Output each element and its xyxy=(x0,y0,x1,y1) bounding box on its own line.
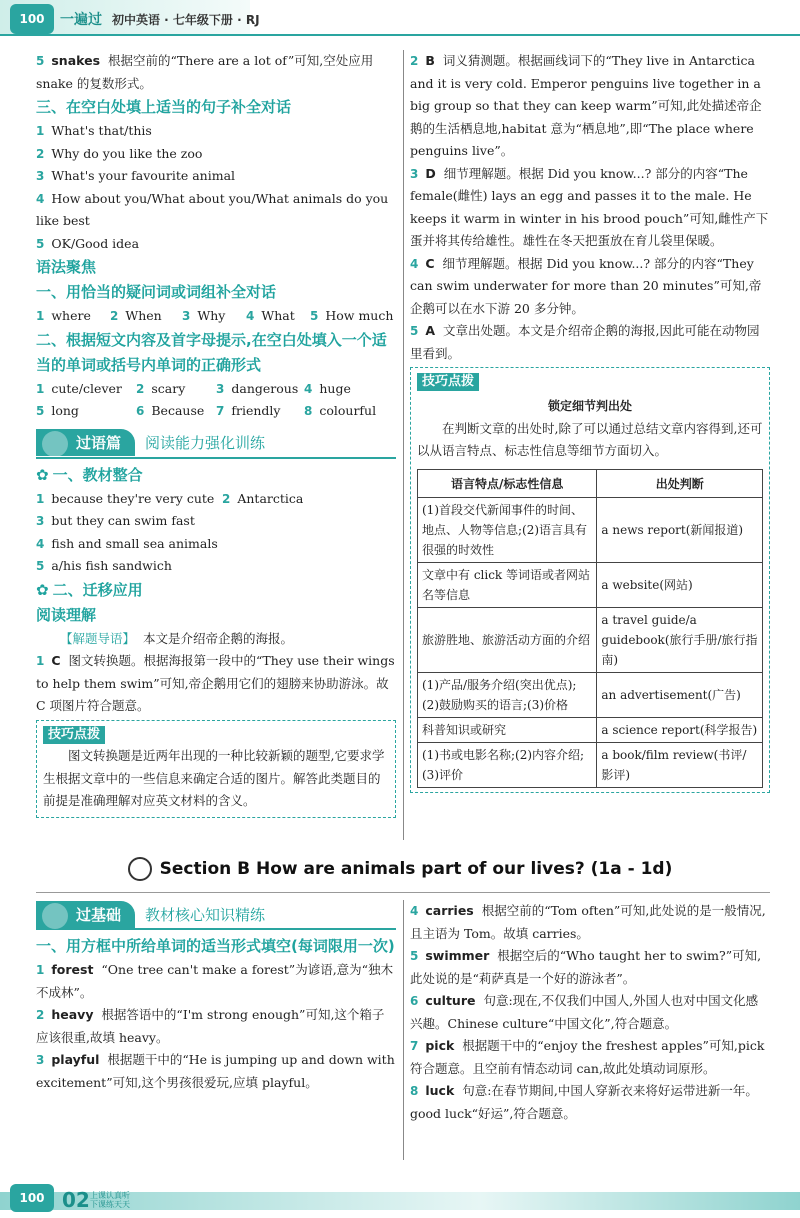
bottom-left-column xyxy=(36,900,396,1094)
left-column xyxy=(36,50,396,818)
bottom-right-column xyxy=(410,900,770,1125)
answer-row: 1 where 2 When 3 Why 4 What 5 How much xyxy=(36,308,394,323)
section-banner xyxy=(36,900,396,930)
table-row xyxy=(418,607,763,672)
banner-subtitle: 教材核心知识精练 xyxy=(145,905,266,924)
answer-item: 6 culture 句意:现在,不仅我们中国人,外国人也对中国文化感兴趣。Chinese culture“中国文化”,符合题意。 xyxy=(410,993,759,1031)
section-banner xyxy=(36,429,396,459)
table-row xyxy=(418,562,763,607)
banner-title: 过语篇 xyxy=(36,429,135,456)
table-cell: 旅游胜地、旅游活动方面的介绍 xyxy=(418,607,597,672)
flower-icon: ✿ xyxy=(36,580,49,599)
tip-title: 锁定细节判出处 xyxy=(547,398,632,413)
banner-title: 过基础 xyxy=(36,901,135,928)
answer-item: 5 a/his fish sandwich xyxy=(36,558,172,573)
section-title: ✿ 一、教材整合 xyxy=(36,465,143,484)
book-title: 初中英语 · 七年级下册 · RJ xyxy=(112,13,260,27)
tip-box xyxy=(410,367,770,793)
answer-item: 2 Why do you like the zoo xyxy=(36,145,203,161)
footer-logo: 100 xyxy=(10,1184,54,1212)
table-cell: (1)首段交代新闻事件的时间、地点、人物等信息;(2)语言具有很强的时效性 xyxy=(418,497,597,562)
table-cell: a book/film review(书评/影评) xyxy=(597,742,763,787)
answer-item: 7 pick 根据题干中的“enjoy the freshest apples”可知,pick 符合题意。且空前有情态动词 can,故此处填动词原形。 xyxy=(410,1038,765,1076)
table-row xyxy=(418,497,763,562)
brand-logo: 100 xyxy=(10,4,54,34)
answer-item: 1 forest “One tree can't make a forest”为谚语,意为“独木不成林”。 xyxy=(36,962,394,1000)
table-cell: a website(网站) xyxy=(597,562,763,607)
source-table xyxy=(417,469,763,788)
tip-text: 在判断文章的出处时,除了可以通过总结文章内容得到,还可以从语言特点、标志性信息等细节方面切入。 xyxy=(417,420,763,458)
answer-item: 3 D 细节理解题。根据 Did you know...? 部分的内容“The female(雌性) lays an egg and passes it to the male. He keeps it warm in winter in his brood pouch”可知,雌性产下蛋并将其传给雄性。雄性在冬天把蛋放在育儿袋里保暖。 xyxy=(410,165,769,248)
tip-box xyxy=(36,720,396,818)
answer-row: 1 cute/clever 2 scary 3 dangerous 4 huge xyxy=(36,380,351,396)
answer-item: 5 snakes 根据空前的“There are a lot of”可知,空处应用 snake 的复数形式。 xyxy=(36,53,374,91)
table-row xyxy=(418,742,763,787)
right-column xyxy=(410,50,770,793)
answer-item: 3 What's your favourite animal xyxy=(36,168,236,183)
answer-item: 4 carries 根据空前的“Tom often”可知,此处说的是一般情况,且主语为 Tom。故填 carries。 xyxy=(410,903,766,941)
answer-item: 4 C 细节理解题。根据 Did you know...? 部分的内容“They can swim underwater for more than 20 minutes”可知,帝企鹅可以在水下游 20 多分钟。 xyxy=(410,255,762,316)
table-cell: 文章中有 click 等词语或者网站名等信息 xyxy=(418,562,597,607)
answer-item: 1 What's that/this xyxy=(36,123,152,138)
header-rule xyxy=(250,34,800,36)
answer-item: 2 B 词义猜测题。根据画线词下的“They live in Antarctica and it is very cold. Emperor penguins live together in a big group so that they can keep warm”可知,此处描述帝企鹅的生活栖息地,habitat 意为“栖息地”,即“The place where penguins live”。 xyxy=(410,53,762,158)
table-cell: (1)产品/服务介绍(突出优点);(2)鼓励购买的语言;(3)价格 xyxy=(418,672,597,717)
table-row xyxy=(418,672,763,717)
table-header: 出处判断 xyxy=(597,469,763,497)
table-cell: a travel guide/a guidebook(旅行手册/旅行指南) xyxy=(597,607,763,672)
table-header-row xyxy=(418,469,763,497)
section-b-heading: Section B How are animals part of our lives? (1a - 1d) xyxy=(0,850,800,890)
section-title: 三、在空白处填上适当的句子补全对话 xyxy=(36,98,292,116)
tip-label: 技巧点拨 xyxy=(417,373,479,391)
answer-item: 5 swimmer 根据空后的“Who taught her to swim?”可知,此处说的是“莉萨真是一个好的游泳者”。 xyxy=(410,948,762,986)
flower-icon: ✿ xyxy=(36,465,49,484)
page-header xyxy=(0,0,800,42)
section-title: 一、用恰当的疑问词或词组补全对话 xyxy=(36,283,277,301)
section-title: ✿ 二、迁移应用 xyxy=(36,580,143,599)
tip-text: 图文转换题是近两年出现的一种比较新颖的题型,它要求学生根据文章中的一些信息来确定合适的图片。解答此类题目的前提是准确理解对应英文材料的含义。 xyxy=(43,748,385,808)
answer-item: 2 heavy 根据答语中的“I'm strong enough”可知,这个箱子应该很重,故填 heavy。 xyxy=(36,1007,385,1045)
footer-slogan: 上课认真听 下课练天天 xyxy=(90,1191,130,1209)
table-cell: 科普知识或研究 xyxy=(418,717,597,742)
answer-item: 1 C 图文转换题。根据海报第一段中的“They use their wings to help them swim”可知,帝企鹅用它们的翅膀来协助游泳。故 C 项图片符合题意。 xyxy=(36,653,395,713)
table-cell: an advertisement(广告) xyxy=(597,672,763,717)
section-title: 一、用方框中所给单词的适当形式填空(每词限用一次) xyxy=(36,937,395,955)
column-divider xyxy=(403,900,404,1160)
answer-item: 4 How about you/What about you/What animals do you like best xyxy=(36,190,389,228)
answer-row: 1 because they're very cute 2 Antarctica xyxy=(36,490,304,506)
banner-subtitle: 阅读能力强化训练 xyxy=(145,434,266,452)
page-footer xyxy=(0,1182,800,1218)
section-icon xyxy=(128,857,152,881)
answer-item: 5 A 文章出处题。本文是介绍帝企鹅的海报,因此可能在动物园里看到。 xyxy=(410,323,760,361)
guide-text: 【解题导语】 本文是介绍帝企鹅的海报。 xyxy=(60,630,293,646)
brand-name: 一遍过 xyxy=(60,12,102,28)
answer-item: 5 OK/Good idea xyxy=(36,235,140,251)
table-cell: (1)书或电影名称;(2)内容介绍;(3)评价 xyxy=(418,742,597,787)
answer-item: 8 luck 句意:在春节期间,中国人穿新衣来将好运带进新一年。good luck“好运”,符合题意。 xyxy=(410,1083,758,1121)
tip-label: 技巧点拨 xyxy=(43,726,105,744)
table-header: 语言特点/标志性信息 xyxy=(418,469,597,497)
page-number: 02 xyxy=(62,1188,90,1212)
table-cell: a news report(新闻报道) xyxy=(597,497,763,562)
table-cell: a science report(科学报告) xyxy=(597,717,763,742)
section-heading: 阅读理解 xyxy=(36,605,97,624)
section-rule xyxy=(36,892,770,893)
section-title: 二、根据短文内容及首字母提示,在空白处填入一个适当的单词或括号内单词的正确形式 xyxy=(36,330,387,374)
table-row xyxy=(418,717,763,742)
answer-row: 3 but they can swim fast 4 fish and small sea animals xyxy=(36,513,218,551)
section-heading: 语法聚焦 xyxy=(36,258,97,276)
answer-row: 5 long 6 Because 7 friendly 8 colourful xyxy=(36,403,377,418)
answer-item: 3 playful 根据题干中的“He is jumping up and down with excitement”可知,这个男孩很爱玩,应填 playful。 xyxy=(36,1052,395,1090)
column-divider xyxy=(403,50,404,840)
